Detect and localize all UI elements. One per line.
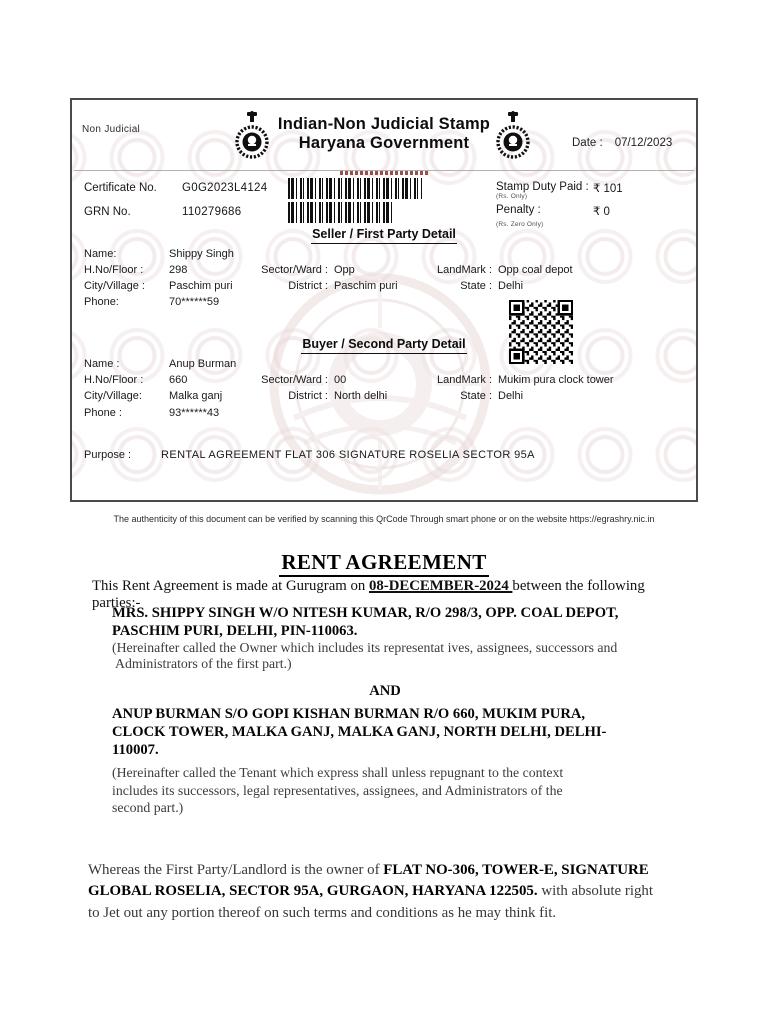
state-label: State :: [460, 390, 492, 402]
buyer-address-row: [84, 374, 688, 388]
penalty-value: ₹ 0: [593, 206, 610, 218]
tenant-note-line: (Hereinafter called the Tenant which express shall unless repugnant to the context: [112, 765, 564, 780]
city-value: Malka ganj: [169, 390, 223, 402]
name-value: Shippy Singh: [169, 248, 234, 260]
hno-label: H.No/Floor :: [84, 374, 144, 386]
stamp-duty-note: (Rs. Only): [496, 193, 528, 200]
owner-name-block: [112, 604, 672, 640]
stamp-duty-value: ₹ 101: [593, 183, 623, 195]
landmark-label: LandMark :: [436, 374, 492, 386]
grn-no-value: 110279686: [182, 206, 242, 218]
date-value: 07/12/2023: [614, 137, 673, 149]
sector-value: Opp: [334, 264, 355, 276]
buyer-name-row: [84, 358, 688, 372]
hno-label: H.No/Floor :: [84, 264, 144, 276]
phone-value: 93******43: [169, 407, 220, 419]
buyer-section-title: Buyer / Second Party Detail: [72, 337, 696, 351]
purpose-row: [84, 449, 688, 463]
whereas-prefix: Whereas the First Party/Landlord is the owner of: [88, 861, 384, 878]
buyer-city-row: [84, 390, 688, 404]
state-value: Delhi: [498, 280, 524, 292]
tenant-note: [112, 764, 660, 817]
phone-label: Phone :: [84, 407, 122, 419]
name-label: Name:: [84, 248, 117, 260]
tenant-note-line: second part.): [112, 800, 184, 815]
haryana-emblem-icon: [496, 111, 530, 164]
district-value: Paschim puri: [334, 280, 398, 292]
seller-phone-row: [84, 296, 688, 310]
certificate-no-value: G0G2023L4124: [182, 182, 268, 194]
purpose-value: RENTAL AGREEMENT FLAT 306 SIGNATURE ROSELIA SECTOR 95A: [161, 449, 535, 461]
grn-no-label: GRN No.: [84, 206, 131, 218]
city-value: Paschim puri: [169, 280, 233, 292]
tenant-line: ANUP BURMAN S/O GOPI KISHAN BURMAN R/O 660, MUKIM PURA,: [112, 706, 586, 722]
phone-value: 70******59: [169, 296, 220, 308]
seller-address-row: [84, 264, 688, 278]
property-address: FLAT NO-306, TOWER-E, SIGNATURE GLOBAL ROSELIA, SECTOR 95A, GURGAON, HARYANA 122505.: [88, 861, 649, 900]
date-label: Date :: [572, 137, 603, 149]
tenant-line: 110007.: [112, 742, 159, 758]
district-label: District :: [288, 280, 328, 292]
stamp-date: [572, 137, 672, 149]
sector-label: Sector/Ward :: [261, 264, 328, 276]
district-label: District :: [288, 390, 328, 402]
tenant-line: CLOCK TOWER, MALKA GANJ, MALKA GANJ, NORTH DELHI, DELHI-: [112, 724, 607, 740]
owner-line: PASCHIM PURI, DELHI, PIN-110063.: [112, 623, 358, 639]
agreement-date: 08-DECEMBER-2024: [368, 577, 513, 594]
landmark-value: Mukim pura clock tower: [498, 374, 614, 386]
micro-text: [340, 171, 428, 175]
purpose-label: Purpose :: [84, 449, 132, 461]
whereas-clause: [88, 860, 660, 925]
buyer-phone-row: [84, 407, 688, 421]
authenticity-note: The authenticity of this document can be verified by scanning this QrCode Through smart phone or on the website https://egrashry.nic.in: [113, 514, 655, 524]
city-label: City/Village :: [84, 280, 145, 292]
barcode-certificate: [288, 178, 422, 199]
penalty-note: (Rs. Zero Only): [496, 221, 544, 228]
state-value: Delhi: [498, 390, 524, 402]
whereas-suffix: with absolute right to Jet out any portion thereof on such terms and conditions as he may think fit.: [88, 883, 653, 921]
agreement-title: RENT AGREEMENT: [0, 550, 768, 575]
owner-line: MRS. SHIPPY SINGH W/O NITESH KUMAR, R/O 298/3, OPP. COAL DEPOT,: [112, 605, 619, 621]
district-value: North delhi: [334, 390, 388, 402]
owner-note-line: (Hereinafter called the Owner which includes its representat ives, assignees, successors and: [112, 640, 618, 655]
hno-value: 660: [169, 374, 188, 386]
intro-suffix: between the following parties:-: [92, 577, 645, 612]
stamp-title-line1: Indian-Non Judicial Stamp: [277, 115, 491, 133]
owner-note-line: Administrators of the first part.): [115, 655, 292, 671]
and-separator: AND: [369, 683, 401, 699]
tenant-name-block: [112, 705, 672, 759]
state-label: State :: [460, 280, 492, 292]
non-judicial-label: Non Judicial: [82, 124, 141, 135]
phone-label: Phone:: [84, 296, 119, 308]
seller-section-title: Seller / First Party Detail: [72, 227, 696, 241]
city-label: City/Village:: [84, 390, 142, 402]
stamp-certificate: [70, 98, 698, 502]
owner-note: [112, 640, 660, 671]
name-value: Anup Burman: [169, 358, 237, 370]
name-label: Name :: [84, 358, 120, 370]
tenant-note-line: includes its successors, legal representatives, assignees, and Administrators of the: [112, 782, 563, 798]
sector-value: 00: [334, 374, 347, 386]
landmark-value: Opp coal depot: [498, 264, 573, 276]
penalty-label: Penalty :: [496, 204, 541, 216]
certificate-no-label: Certificate No.: [84, 182, 157, 194]
seller-city-row: [84, 280, 688, 294]
stamp-duty-label: Stamp Duty Paid :: [496, 181, 589, 193]
qr-code: [508, 300, 574, 364]
intro-prefix: This Rent Agreement is made at Gurugram on: [92, 577, 369, 594]
barcode-grn: [288, 202, 392, 223]
seller-name-row: [84, 248, 688, 262]
stamp-title-line2: Haryana Government: [298, 134, 470, 152]
hno-value: 298: [169, 264, 188, 276]
sector-label: Sector/Ward :: [261, 374, 328, 386]
landmark-label: LandMark :: [436, 264, 492, 276]
